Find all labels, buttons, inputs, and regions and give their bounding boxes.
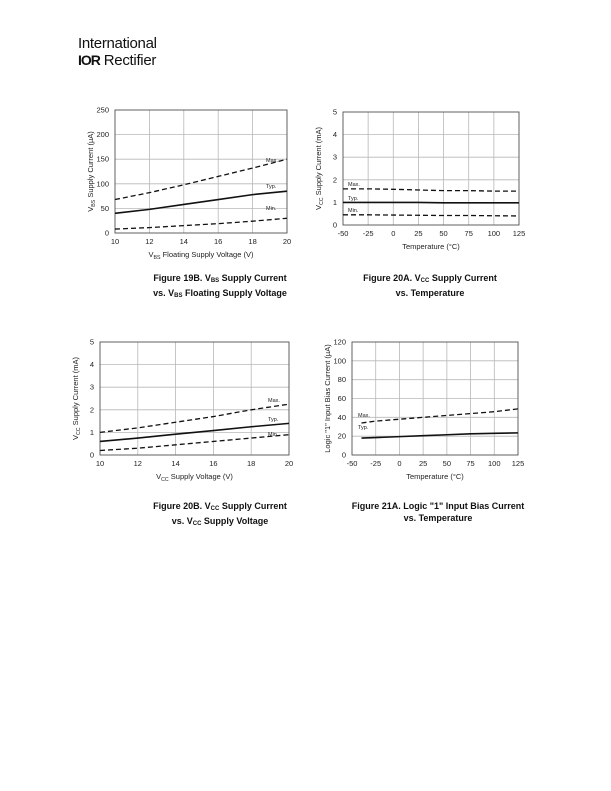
- series-label-max: Max.: [266, 158, 278, 164]
- caption-line1: Figure 21A. Logic "1" Input Bias Current: [351, 501, 525, 511]
- x-tick-label: -25: [362, 229, 374, 238]
- y-tick-label: 3: [89, 382, 94, 392]
- y-tick-label: 5: [332, 107, 337, 117]
- caption-line1: Figure 20A. $V_{CC}$ Supply Current: [363, 273, 497, 284]
- y-tick-label: 0: [332, 220, 337, 230]
- logo-rectifier-text: Rectifier: [103, 52, 157, 69]
- x-tick-label: 16: [214, 237, 223, 246]
- caption-line2: vs. $V_{BS}$ Floating Supply Voltage: [153, 288, 287, 299]
- x-tick-label: 0: [391, 229, 396, 238]
- y-tick-label: 3: [332, 152, 337, 162]
- y-axis-label: $V_{BS}$ Supply Current (µA): [86, 131, 97, 212]
- y-tick-label: 1: [89, 427, 94, 437]
- series-label-max: Max.: [358, 413, 370, 419]
- y-tick-label: 5: [89, 337, 94, 347]
- y-tick-label: 40: [337, 412, 346, 422]
- logo-line-international: International: [78, 35, 157, 52]
- x-tick-label: 25: [414, 229, 423, 238]
- x-tick-label: 125: [512, 229, 526, 238]
- caption-fig19b: [100, 272, 340, 302]
- caption-fig20b: [100, 500, 340, 530]
- series-label-typ: Typ.: [348, 196, 359, 202]
- x-tick-label: 25: [418, 459, 428, 468]
- caption-fig20a: [320, 272, 540, 299]
- x-axis-label: $V_{CC}$ Supply Voltage (V): [156, 472, 233, 483]
- x-axis-label: $V_{BS}$ Floating Supply Voltage (V): [148, 250, 254, 261]
- y-tick-label: 60: [337, 394, 346, 403]
- x-tick-label: 20: [284, 459, 294, 468]
- x-tick-label: 14: [179, 237, 188, 246]
- x-tick-label: 18: [248, 237, 257, 246]
- x-axis-label: Temperature (°C): [402, 242, 460, 251]
- y-tick-label: 200: [96, 130, 109, 140]
- y-tick-label: 100: [96, 179, 109, 189]
- y-tick-label: 0: [104, 228, 109, 238]
- series-label-typ: Typ.: [266, 184, 277, 190]
- y-axis-label: $V_{CC}$ Supply Current (mA): [71, 356, 82, 441]
- series-label-max: Max.: [348, 182, 360, 188]
- caption-fig21a: [318, 500, 558, 524]
- y-tick-label: 1: [332, 197, 337, 207]
- y-tick-label: 150: [96, 154, 109, 164]
- x-axis-label: Temperature (°C): [406, 472, 464, 481]
- y-tick-label: 20: [337, 431, 346, 441]
- x-tick-label: 100: [487, 229, 501, 238]
- y-tick-label: 120: [333, 337, 346, 347]
- x-tick-label: 10: [110, 237, 120, 246]
- series-label-typ: Typ.: [268, 417, 279, 423]
- x-tick-label: 18: [247, 459, 256, 468]
- x-tick-label: -25: [370, 459, 382, 468]
- x-tick-label: 75: [466, 459, 475, 468]
- caption-line2: vs. Temperature: [395, 288, 465, 298]
- y-tick-label: 0: [89, 450, 94, 460]
- x-tick-label: 75: [464, 229, 473, 238]
- x-tick-label: 12: [145, 237, 154, 246]
- x-tick-label: 125: [511, 459, 525, 468]
- x-tick-label: 100: [488, 459, 501, 468]
- series-label-max: Max.: [268, 398, 280, 404]
- x-tick-label: -50: [337, 229, 349, 238]
- y-tick-label: 100: [333, 356, 346, 366]
- x-tick-label: 14: [171, 459, 180, 468]
- ior-logo-mark: IOR: [78, 52, 100, 68]
- x-tick-label: -50: [346, 459, 358, 468]
- y-tick-label: 4: [89, 360, 94, 370]
- y-axis-label: Logic "1" Input Bias Current (µA): [323, 344, 332, 453]
- series-label-typ: Typ.: [358, 425, 369, 431]
- y-axis-label: $V_{CC}$ Supply Current (mA): [314, 126, 325, 211]
- caption-line1: Figure 20B. $V_{CC}$ Supply Current: [153, 501, 287, 512]
- y-tick-label: 80: [337, 375, 346, 385]
- y-tick-label: 2: [89, 405, 94, 415]
- caption-line2: vs. Temperature: [403, 513, 473, 523]
- y-tick-label: 4: [332, 130, 337, 140]
- x-tick-label: 12: [133, 459, 142, 468]
- x-tick-label: 0: [397, 459, 402, 468]
- y-tick-label: 2: [332, 175, 337, 185]
- series-label-min: Min.: [266, 206, 277, 212]
- x-tick-label: 16: [209, 459, 218, 468]
- caption-line1: Figure 19B. $V_{BS}$ Supply Current: [153, 273, 287, 284]
- y-tick-label: 50: [100, 203, 109, 213]
- series-label-min: Min.: [348, 208, 359, 214]
- x-tick-label: 50: [439, 229, 448, 238]
- x-tick-label: 20: [282, 237, 292, 246]
- x-tick-label: 50: [442, 459, 452, 468]
- x-tick-label: 10: [95, 459, 105, 468]
- y-tick-label: 0: [341, 450, 346, 460]
- caption-line2: vs. $V_{CC}$ Supply Voltage: [171, 516, 269, 527]
- series-label-min: Min.: [268, 432, 279, 438]
- y-tick-label: 250: [96, 105, 109, 115]
